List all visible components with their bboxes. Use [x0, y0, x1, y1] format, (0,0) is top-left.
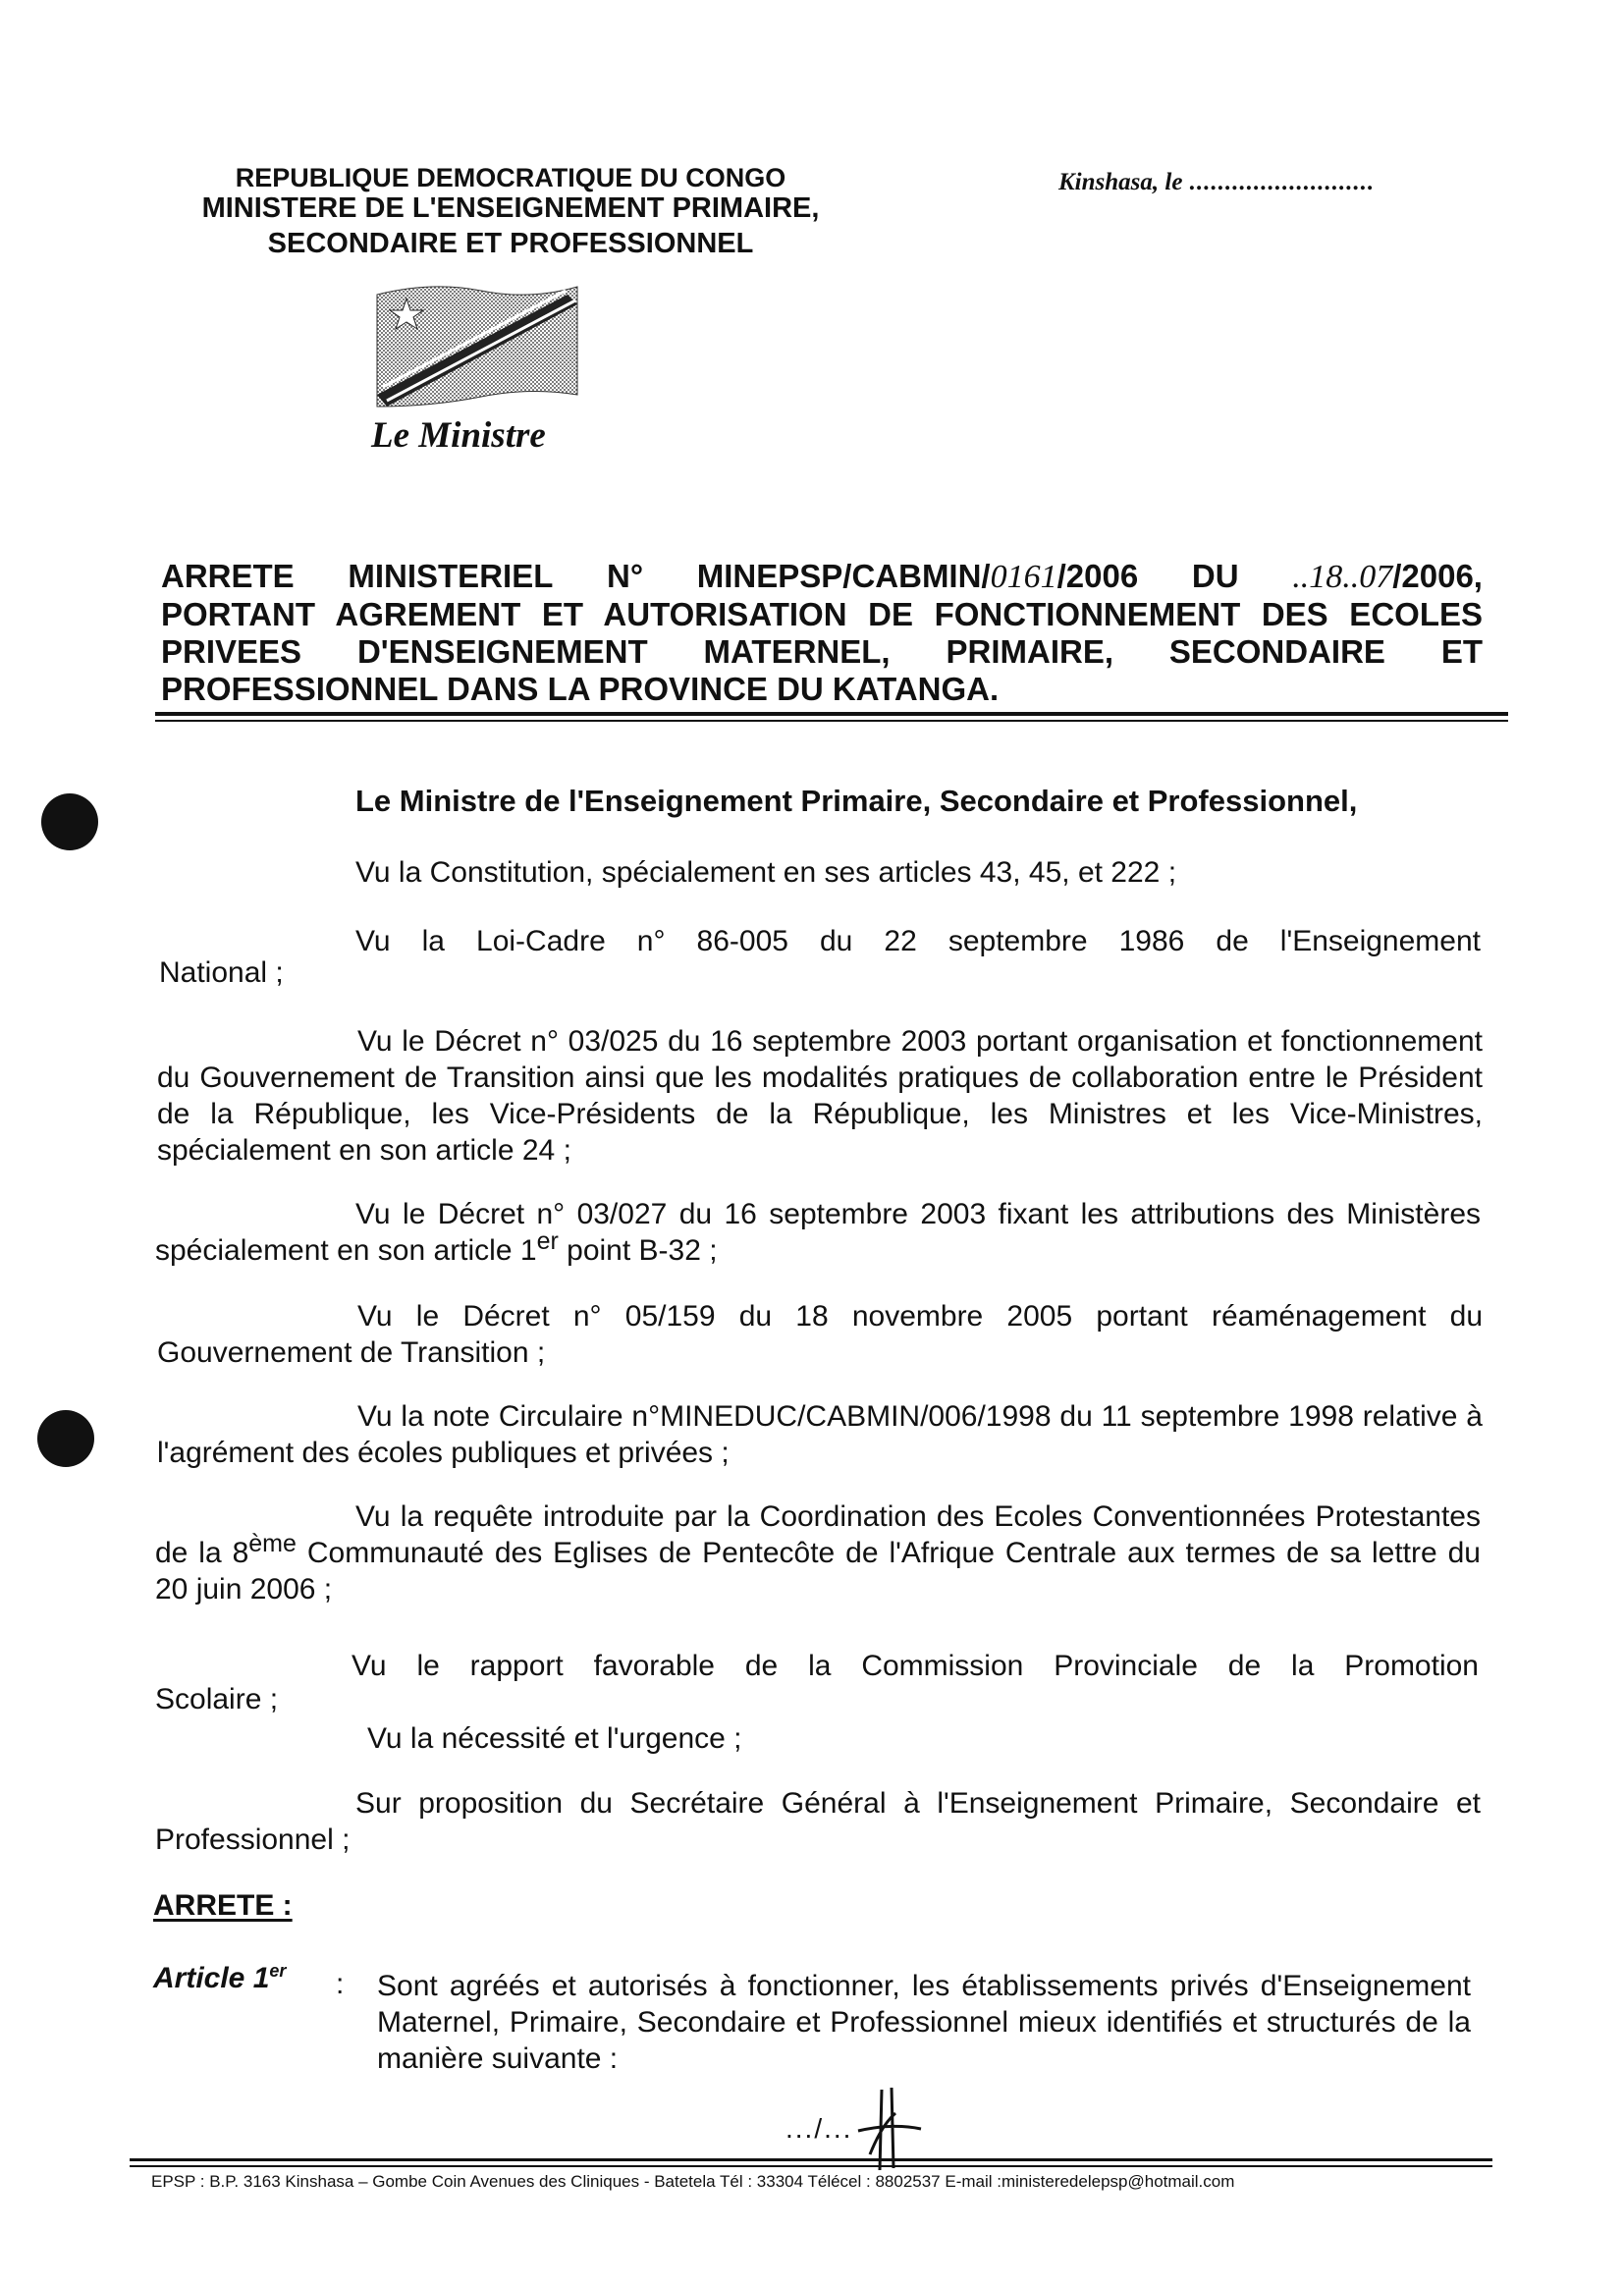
vu-rapport-end: Scolaire ; [155, 1683, 279, 1715]
continuation-mark: .../... [785, 2113, 853, 2144]
arrete-heading: ARRETE : [153, 1889, 293, 1922]
vu-decret-03-027: Vu le Décret n° 03/027 du 16 septembre 2003 fixant les attributions des Ministères spécialement en son article 1er point B-32 ; [155, 1198, 1481, 1267]
handwritten-number: 0161 [990, 559, 1057, 595]
flag-emblem [373, 277, 581, 414]
handwritten-day: 18 [1309, 559, 1343, 595]
article-1-text: Sont agréés et autorisés à fonctionner, les établissements privés d'Enseignement Maternel, Primaire, Secondaire et Professionnel mieux identifiés et structurés de la manière suivante : [377, 1970, 1471, 2075]
vu-constitution: Vu la Constitution, spécialement en ses articles 43, 45, et 222 ; [355, 856, 1177, 889]
place-date [1058, 169, 1374, 196]
vu-requete: Vu la requête introduite par la Coordination des Ecoles Conventionnées Protestantes de la 8ème Communauté des Eglises de Pentecôte de l'Afrique Centrale aux termes de sa lettre du 20 juin 2006 ; [155, 1500, 1481, 1606]
punch-hole [37, 1410, 94, 1467]
place-date-label: Kinshasa, le [1058, 169, 1183, 195]
handwritten-month: 07 [1359, 559, 1393, 595]
letterhead-ministry: MINISTERE DE L'ENSEIGNEMENT PRIMAIRE, [201, 192, 820, 224]
vu-decret-03-025: Vu le Décret n° 03/025 du 16 septembre 2003 portant organisation et fonctionnement du Gouvernement de Transition ainsi que les modalités pratiques de collaboration entre le Président de la République, les Vice-Présidents de la République, les Ministres et les Vice-Ministres, spécialement en son article 24 ; [157, 1025, 1483, 1167]
title-line-1 [161, 558, 1483, 596]
vu-necessite: Vu la nécessité et l'urgence ; [367, 1722, 742, 1755]
sur-proposition: Sur proposition du Secrétaire Général à l'Enseignement Primaire, Secondaire et Professionnel ; [155, 1787, 1481, 1856]
punch-hole [41, 793, 98, 850]
preamble-lead: Le Ministre de l'Enseignement Primaire, Secondaire et Professionnel, [355, 784, 1358, 818]
vu-note-circulaire: Vu la note Circulaire n°MINEDUC/CABMIN/006/1998 du 11 septembre 1998 relative à l'agrément des écoles publiques et privées ; [157, 1400, 1483, 1469]
letterhead-country: REPUBLIQUE DEMOCRATIQUE DU CONGO [235, 163, 786, 192]
vu-loi-cadre: Vu la Loi-Cadre n° 86-005 du 22 septembre 1986 de l'Enseignement [355, 925, 1481, 957]
article-colon: : [336, 1968, 345, 2000]
title-rule [155, 712, 1508, 716]
vu-loi-cadre-end: National ; [159, 956, 284, 989]
vu-decret-05-159: Vu le Décret n° 05/159 du 18 novembre 2005 portant réaménagement du Gouvernement de Transition ; [157, 1300, 1483, 1369]
decree-number: MINEPSP/CABMIN/0161/2006 [696, 558, 1139, 595]
article-label: Article 1er [153, 1961, 287, 1994]
title-word: MINISTERIEL [348, 558, 554, 594]
footer-rule-thin [130, 2165, 1492, 2167]
footer-rule [130, 2158, 1492, 2161]
title-word: N° [607, 558, 644, 594]
title-word: DU [1191, 558, 1239, 594]
title-word: ARRETE [161, 558, 295, 594]
vu-rapport: Vu le rapport favorable de la Commission Provinciale de la Promotion [352, 1650, 1479, 1682]
place-date-blank: .......................... [1188, 169, 1375, 195]
title-line-2: PORTANT AGREMENT ET AUTORISATION DE FONCTIONNEMENT DES ECOLES [161, 596, 1483, 632]
footer-contact: EPSP : B.P. 3163 Kinshasa – Gombe Coin Avenues des Cliniques - Batetela Tél : 33304 Télécel : 8802537 E-mail :ministeredelepsp@hotmail.com [151, 2172, 1235, 2191]
signatory-title: Le Ministre [371, 415, 546, 456]
decree-title [161, 558, 1483, 708]
title-line-3: PRIVEES D'ENSEIGNEMENT MATERNEL, PRIMAIRE, SECONDAIRE ET [161, 633, 1483, 670]
letterhead-ministry-cont: SECONDAIRE ET PROFESSIONNEL [267, 228, 754, 259]
decree-date: ..18..07/2006, [1292, 558, 1483, 595]
title-rule-thin [155, 720, 1508, 722]
title-line-4: PROFESSIONNEL DANS LA PROVINCE DU KATANGA. [161, 671, 1000, 707]
